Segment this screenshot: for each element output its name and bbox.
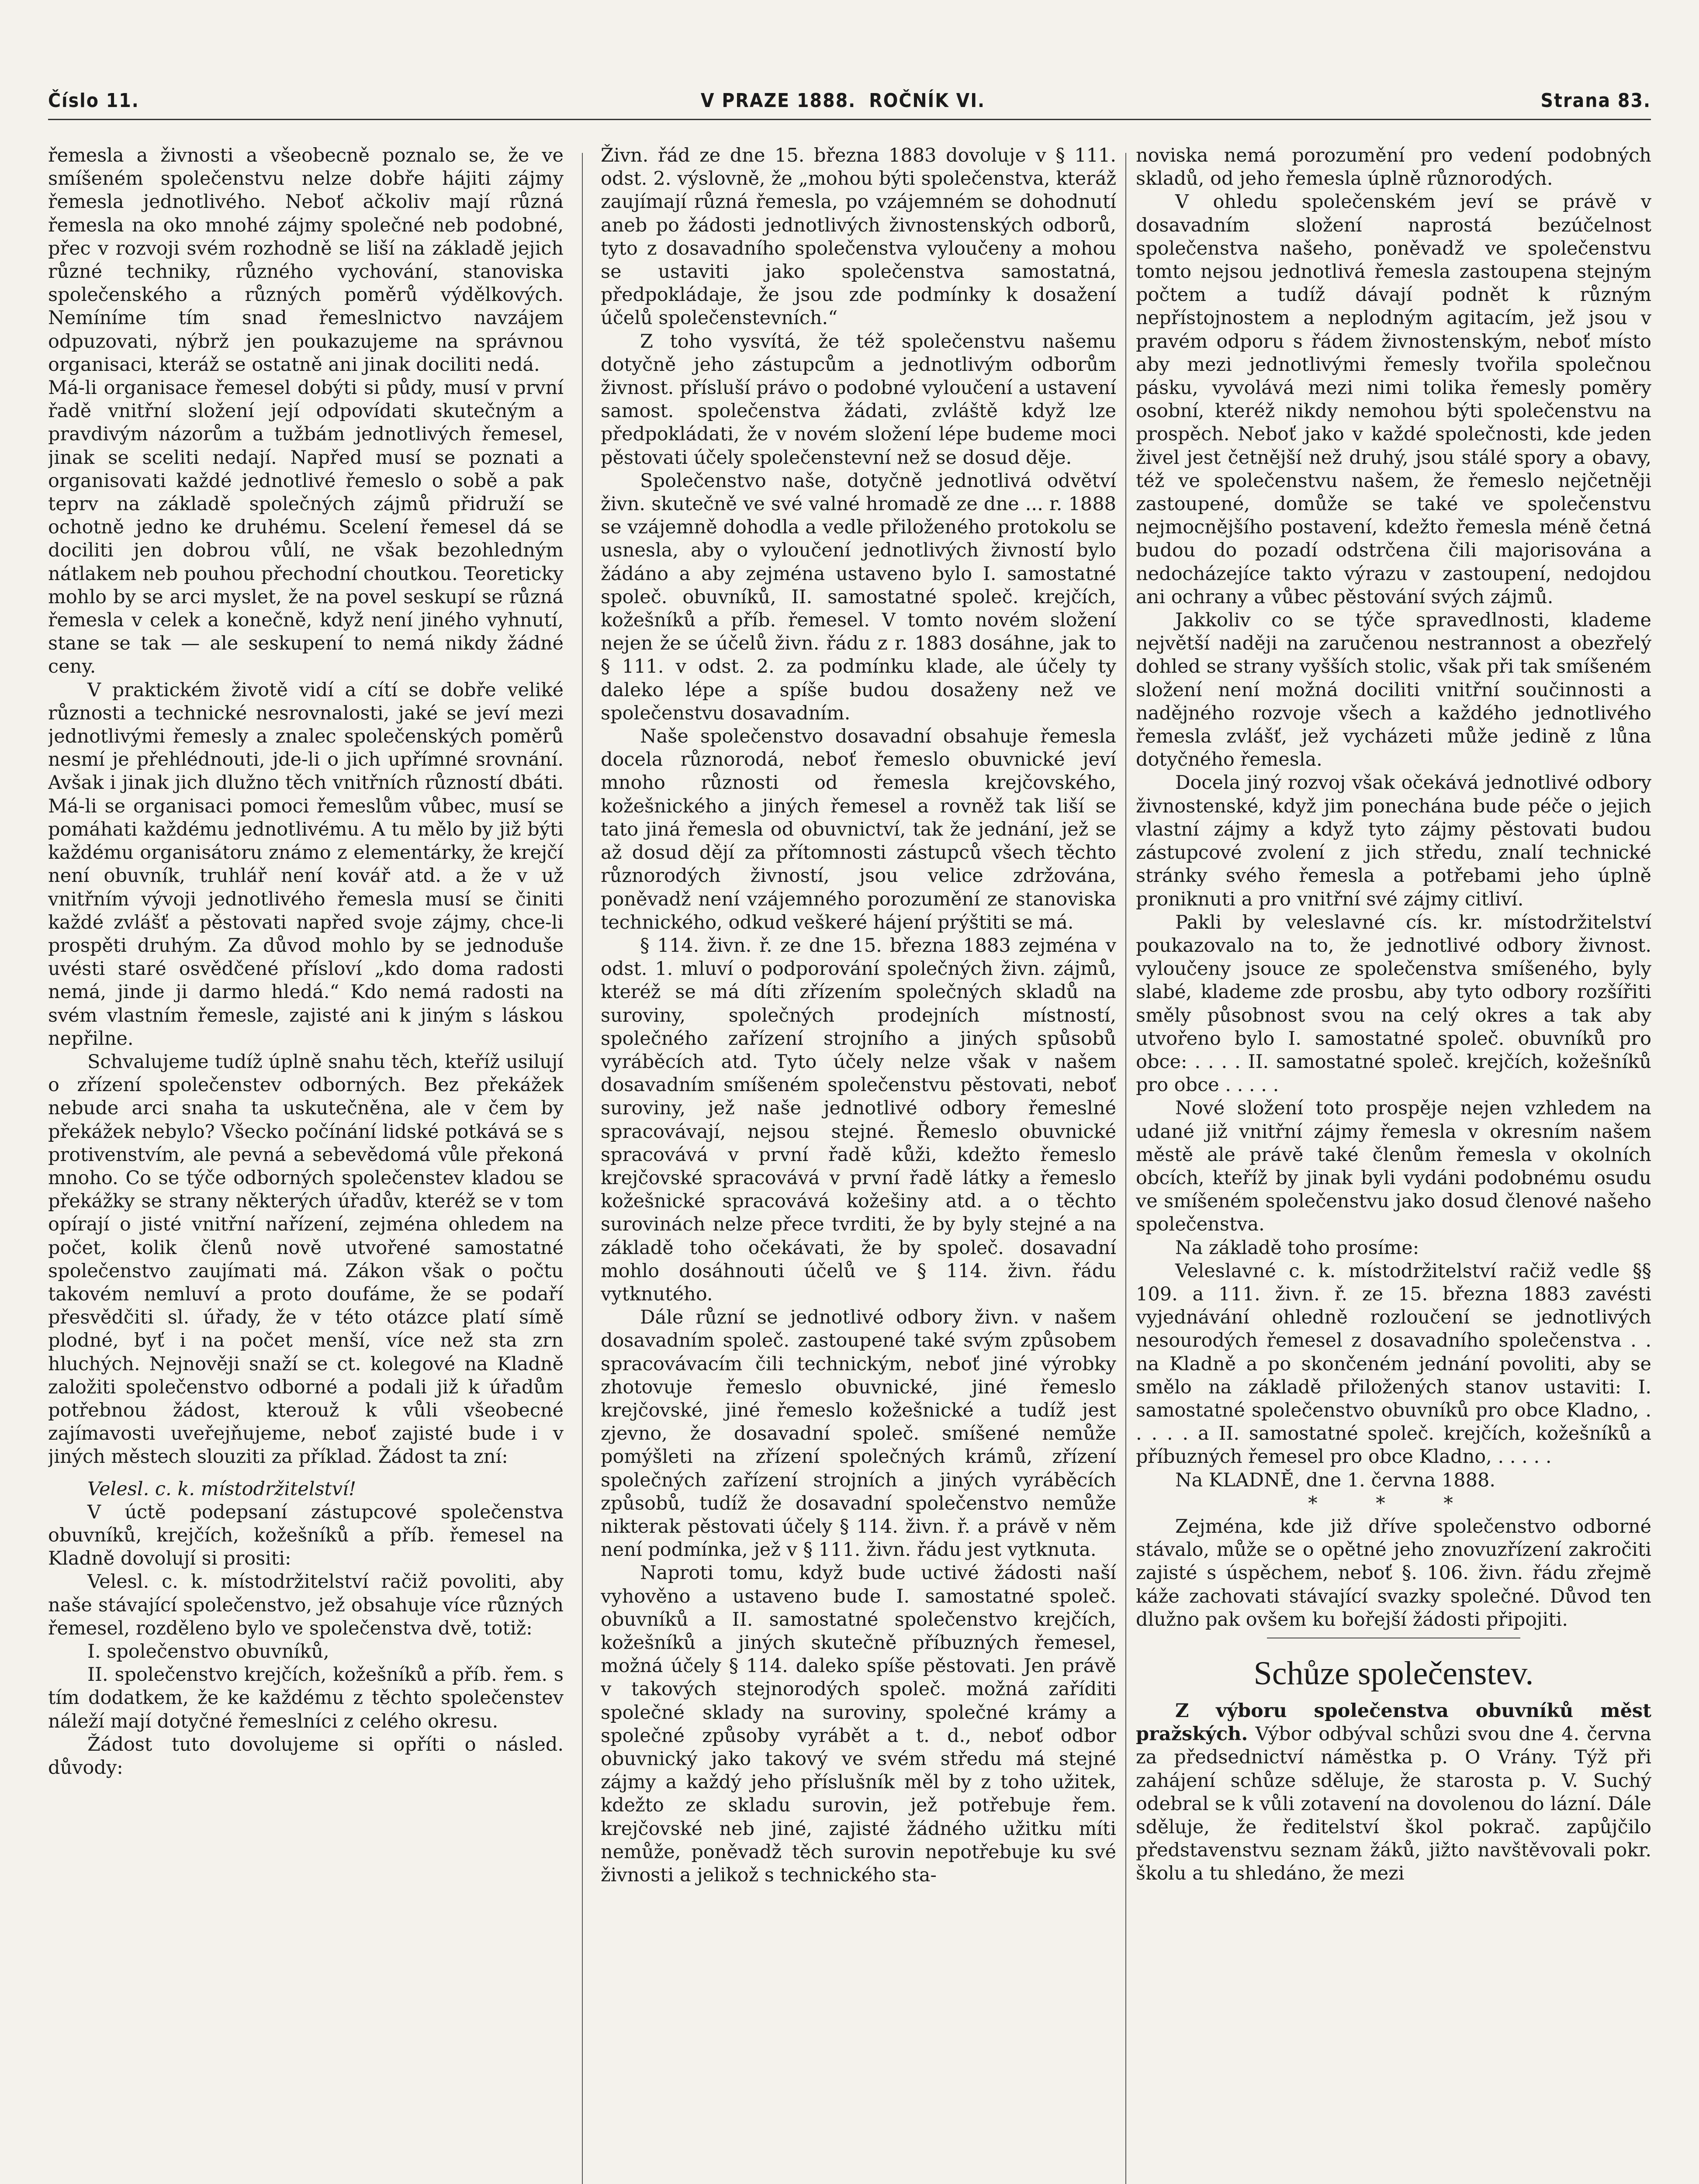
paragraph: Nové složení toto prospěje nejen vzhledem na udané již vnitřní zájmy řemesla v okresním našem městě ale právě také členům řemesla v okolních obcích, kteříž by jinak byli vydáni podobnému osudu ve smíšeném společenstvu jako dosud členové našeho společenstva. [1136, 1097, 1651, 1236]
paragraph: Docela jiný rozvoj však očekává jednotlivé odbory živnostenské, když jim ponechána bude péče o jejich vlastní zájmy a když tyto zájmy pěstovati budou zástupcové zvolení z jich středu, znalí technické stránky svého řemesla a potřebami jeho úplně proniknuti a pro vnitřní své zájmy citliví. [1136, 772, 1651, 910]
paragraph: § 114. živn. ř. ze dne 15. března 1883 zejména v odst. 1. mluví o podporování společných živn. zájmů, kteréž se má díti zřízením společných skladů na suroviny, společných prodejních místností, společného zařízení strojního a jiných spůsobů vyráběcích atd. Tyto účely nelze však v našem dosavadním smíšeném společenstvu pěstovati, neboť suroviny, jež naše jednotlivé odbory řemeslné spracovávají, nejsou stejné. Řemeslo obuvnické spracovává v první řadě kůži, kdežto řemeslo krejčovské spracovává v první řadě látky a řemeslo kožešnické spracovává kožešiny atd. a o těchto surovinách nelze přece tvrditi, že by byly stejné a na základě toho očekávati, že by společ. dosavadní mohlo dosáhnouti účelů ve § 114. živn. řádu vytknutého. [601, 934, 1116, 1305]
paragraph: Schvalujeme tudíž úplně snahu těch, kteříž usilují o zřízení společenstev odborných. Bez překážek nebude arci snaha ta uskutečněna, ale v čem by překážek nebylo? Všecko počínání lidské potkává se s protivenstvím, ale pevná a sebevědomá vůle překoná mnoho. Co se týče odborných společenstev kladou se překážky se strany některých úřadův, kteréž se v tom opírají o jisté vnitřní nařízení, zejména ohledem na počet, kolik členů nově utvořené samostatné společenstvo zaujímati má. Zákon však o počtu takovém nemluví a proto doufáme, že se podaří přesvědčiti sl. úřady, že v této otázce platí símě plodné, byť i na počet menší, více než sta zrn hluchých. Nejnověji snaží se ct. kolegové na Kladně založiti společenstvo odborné a podali již k úřadům potřebnou žádost, kterouž k vůli všeobecné zajímavosti uveřejňujeme, neboť zajisté bude i v jiných městech slouziti za příklad. Žádost ta zní: [48, 1051, 564, 1468]
paragraph: Zejména, kde již dříve společenstvo odborné stávalo, může se o opětné jeho znovuzřízení zakročiti zajisté s úspěchem, neboť §. 106. živn. řádu zřejmě káže zachovati stávající svazky společné. Důvod ten dlužno pak ovšem ku bořejší žádosti připojiti. [1136, 1515, 1651, 1631]
section-heading: Schůze společenstev. [1253, 1655, 1534, 1692]
paragraph: noviska nemá porozumění pro vedení podobných skladů, od jeho řemesla úplně různorodých. [1136, 145, 1651, 190]
page-header [48, 90, 1651, 129]
paragraph: V ohledu společenském jeví se právě v dosavadním složení naprostá bezúčelnost společenstva našeho, poněvadž ve společenstvu tomto nejsou jednotlivá řemesla zastoupena stejným počtem a tudíž dávají podnět k různým nepřístojnostem a neplodným agitacím, jež jsou v pravém odporu s řádem živnostenským, neboť místo aby mezi jednotlivými řemesly tvořila společnou pásku, vyvolává mezi nimi tolika řemesly poměry osobní, kteréž nikdy nemohou býti společenstvu na prospěch. Neboť jako v každé společnosti, kde jeden živel jest četnější než druhý, jsou stálé spory a obavy, též ve společenstvu našem, že řemeslo nejčetněji zastoupené, domůže se také ve společenstvu nejmocnějšího postavení, kdežto řemesla méně četná budou do pozadí odstrčena čili majorisována a nedocházejíce takto výrazu v zastoupení, nedojdou ani ochrany a vůbec pěstování svých zájmů. [1136, 191, 1651, 608]
paragraph: Dále různí se jednotlivé odbory živn. v našem dosavadním společ. zastoupené také svým způsobem spracovávacím čili technickým, neboť jiné výrobky zhotovuje řemeslo obuvnické, jiné řemeslo krejčovské, jiné řemeslo kožešnické a tudíž jest zjevno, že dosavadní společ. smíšené nemůže pomýšleti na zřízení společných krámů, zřízení společných zařízení strojních a jiných vyráběcích způsobů, tudíž že dosavadní společenstvo nemůže nikterak pěstovati účely § 114. živn. ř. a právě v něm není podmínka, jež v § 111. živn. řádu jest vytknuta. [601, 1306, 1116, 1561]
paragraph: Z toho vysvítá, že též společenstvu našemu dotyčně jeho zástupcům a jednotlivým odborům živnost. přísluší právo o podobné vyloučení a ustavení samost. společenstva žádati, zvláště když lze předpokládati, že v novém složení lépe budeme moci pěstovati účely společenstevní než se dosud děje. [601, 330, 1116, 469]
paragraph: Žádost tuto dovolujeme si opříti o násled. důvody: [48, 1733, 564, 1779]
paragraph: řemesla a živnosti a všeobecně poznalo se, že ve smíšeném společenstvu nelze dobře hájiti zájmy řemesla jednotlivého. Neboť ačkoliv mají různá řemesla na oko mnohé zájmy společné neb podobné, přec v rozvoji svém rozhodně se liší na základě jejich různé techniky, různého vychování, stanoviska společenského a různých poměrů výdělkových. Nemíníme tím snad řemeslnictvo navzájem odpuzovati, nýbrž jen poukazujeme na správnou organisaci, kteráž se ostatně ani jinak dociliti nedá. [48, 145, 564, 376]
paragraph: Na základě toho prosíme: [1175, 1237, 1419, 1259]
list-item: I. společenstvo obuvníků, [87, 1641, 329, 1662]
header-rule [48, 119, 1651, 120]
column-separator [1125, 153, 1126, 2184]
column-3 [1136, 144, 1651, 2184]
page-number: Strana 83. [1540, 90, 1651, 112]
column-1 [48, 144, 564, 2184]
paragraph: V úctě podepsaní zástupcové společenstva obuvníků, krejčích, kožešníků a příb. řemesel na Kladně dovolují si prositi: [48, 1501, 564, 1570]
paragraph: Naše společenstvo dosavadní obsahuje řemesla docela různorodá, neboť řemeslo obuvnické jeví mnoho různosti od řemesla krejčovského, kožešnického a jiných řemesel a rovněž tak liší se tato jiná řemesla od obuvnictví, tak že jednání, jež se až dosud dějí za přítomnosti zástupců všech těchto různorodých živností, jsou velice zdržována, poněvadž není vzájemného porozumění ze stanoviska technického, odkud veškeré hájení prýštiti se má. [601, 726, 1116, 933]
paragraph: Společenstvo naše, dotyčně jednotlivá odvětví živn. skutečně ve své valné hromadě ze dne ... r. 1888 se vzájemně dohodla a vedle přiloženého protokolu se usnesla, aby o vyloučení jednotlivých živností bylo žádáno a aby zejména ustaveno bylo I. samostatné společ. obuvníků, II. samostatné společ. krejčích, kožešníků a příb. řemesel. V tomto novém složení nejen že se účelů živn. řádu z r. 1883 dosáhne, jak to § 111. v odst. 2. za podmínku klade, ale účely ty daleko lépe a spíše budou dosaženy než ve společenstvu dosavadním. [601, 470, 1116, 724]
issue-number: Číslo 11. [48, 90, 139, 112]
paragraph: Veleslavné c. k. místodržitelství račiž vedle §§ 109. a 111. živn. ř. ze 15. března 1883 zavésti vyjednávání ohledně rozloučení se jednotlivých nesourodých řemesel z dosavadního společenstva . . na Kladně a po skončeném jednání povoliti, aby se smělo na základě přiložených stanov ustaviti: I. samostatné společenstvo obuvníků pro obce Kladno, . . . . . a II. samostatné společ. krejčích, kožešníků a příbuzných řemesel pro obce Kladno, . . . . . [1136, 1260, 1651, 1468]
paragraph: Živn. řád ze dne 15. března 1883 dovoluje v § 111. odst. 2. výslovně, že „mohou býti společenstva, kteráž zaujímají různá řemesla, po vzájemném se dohodnutí aneb po žádosti jednotlivých živnostenských odborů, tyto z dosavadního společenstva vyloučeny a mohou se ustaviti jako společenstva samostatná, předpokládaje, že jsou zde podmínky k dosažení účelů společenstevních.“ [601, 145, 1116, 329]
paragraph: Velesl. c. k. místodržitelství račiž povoliti, aby naše stávající společenstvo, jež obsahuje více různých řemesel, rozděleno bylo ve společenstva dvě, totiž: [48, 1571, 564, 1639]
volume: ROČNÍK VI. [869, 90, 986, 112]
paragraph: Jakkoliv co se týče spravedlnosti, klademe největší naději na zaručenou nestrannost a obezřelý dohled se strany vyšších stolic, však při tak smíšeném složení není možná dociliti vnitřní součinnosti a nadějného rozvoje všech a každého jednotlivého řemesla zvlášť, jež vycházeti může jedině z lůna dotyčného řemesla. [1136, 609, 1651, 771]
text-columns [48, 144, 1651, 2184]
column-2 [601, 144, 1116, 2184]
section-divider-stars: * * * [1308, 1492, 1479, 1514]
list-item: II. společenstvo krejčích, kožešníků a příb. řem. s tím dodatkem, že ke každému z těchto společenstev náleží mají dotyčné řemeslníci z celého okresu. [48, 1664, 564, 1732]
section-text: Výbor odbýval schůzi svou dne 4. června za předsednictví náměstka p. O Vrány. Týž při zahájení schůze sděluje, že starosta p. V. Suchý odebral se k vůli zotavení na dovolenou do lázní. Dále sděluje, že ředitelství škol pokrač. zapůjčilo představenstvu seznam žáků, jižto navštěvovali pokr. školu a tu shledáno, že mezi [1136, 1723, 1651, 1885]
paragraph: Má-li organisace řemesel dobýti si půdy, musí v první řadě vnitřní složení její odpovídati skutečným a pravdivým názorům a tužbám jednotlivých řemesel, jinak se sceliti nedají. Napřed musí se poznati a organisovati každé jednotlivé řemeslo o sobě a pak teprv na základě společných zájmů přidruží se ochotně jedno ke druhému. Scelení řemesel dá se dociliti jen dobrou vůlí, ne však bezohledným nátlakem neb pouhou přechodní choutkou. Teoreticky mohlo by se arci myslet, že na povel seskupí se různá řemesla v celek a konečně, když není jiného vyhnutí, stane se tak — ale seskupení to nemá nikdy žádné ceny. [48, 377, 564, 678]
section-subheading: Z výboru společenstva obuvníků měst pražských. [1136, 1700, 1651, 1745]
paragraph: V praktickém životě vidí a cítí se dobře veliké různosti a technické nesrovnalosti, jaké se jeví mezi jednotlivými řemesly a znalec společenských poměrů nesmí je přehlédnouti, jde-li o jich upřímné srovnání. Avšak i jinak jich dlužno těch vnitřních růzností dbáti. Má-li se organisaci pomoci řemeslům vůbec, musí se pomáhati každému jednotlivému. A tu mělo by již býti každému organisátoru známo z elementárky, že krejčí není obuvník, truhlář není kovář atd. a že v už vnitřním vývoji jednotlivého řemesla musí se činiti každé zvlášť a pěstovati napřed svoje zájmy, chce-li prospěti druhým. Za důvod mohlo by se jednoduše uvésti staré osvědčené přísloví „kdo doma radosti nemá, jinde ji darmo hledá.“ Kdo nemá radosti na svém vlastním řemesle, zajisté ani k jiným s láskou nepřilne. [48, 679, 564, 1050]
masthead [48, 90, 1651, 112]
paragraph: Pakli by veleslavné cís. kr. místodržitelství poukazovalo na to, že jednotlivé odbory živnost. vyloučeny jsouce ze společenstva smíšeného, byly slabé, klademe zde prosbu, aby tyto odbory rozšířiti směly působnost svou na celý okres a tak aby utvořeno bylo I. samostatné společ. obuvníků pro obce: . . . . II. samostatné společ. krejčích, kožešníků pro obce . . . . . [1136, 911, 1651, 1096]
place-year: V PRAZE 1888. [700, 90, 856, 112]
paragraph: Naproti tomu, když bude uctivé žádosti naší vyhověno a ustaveno bude I. samostatné společ. obuvníků a II. samostatné společenstvo krejčích, kožešníků a jiných skutečně příbuzných řemesel, možná účely § 114. daleko spíše pěstovati. Jen právě v takových stejnorodých společ. možná zaříditi společné sklady na suroviny, společné krámy a společné způsoby vyrábět a t. d., neboť odbor obuvnický jako takový ve svém středu má stejné zájmy a každý jeho příslušník měl by z toho užitek, kdežto ze skladu surovin, jež potřebuje řem. krejčovské neb jiné, zajisté žádného užitku míti nemůže, poněvadž těch surovin nepotřebuje ku své živnosti a jelikož s technického sta- [601, 1562, 1116, 1887]
petition-address: Velesl. c. k. místodržitelství! [87, 1478, 356, 1500]
column-separator [582, 153, 583, 2184]
signature-line: Na KLADNĚ, dne 1. června 1888. [1175, 1469, 1495, 1491]
